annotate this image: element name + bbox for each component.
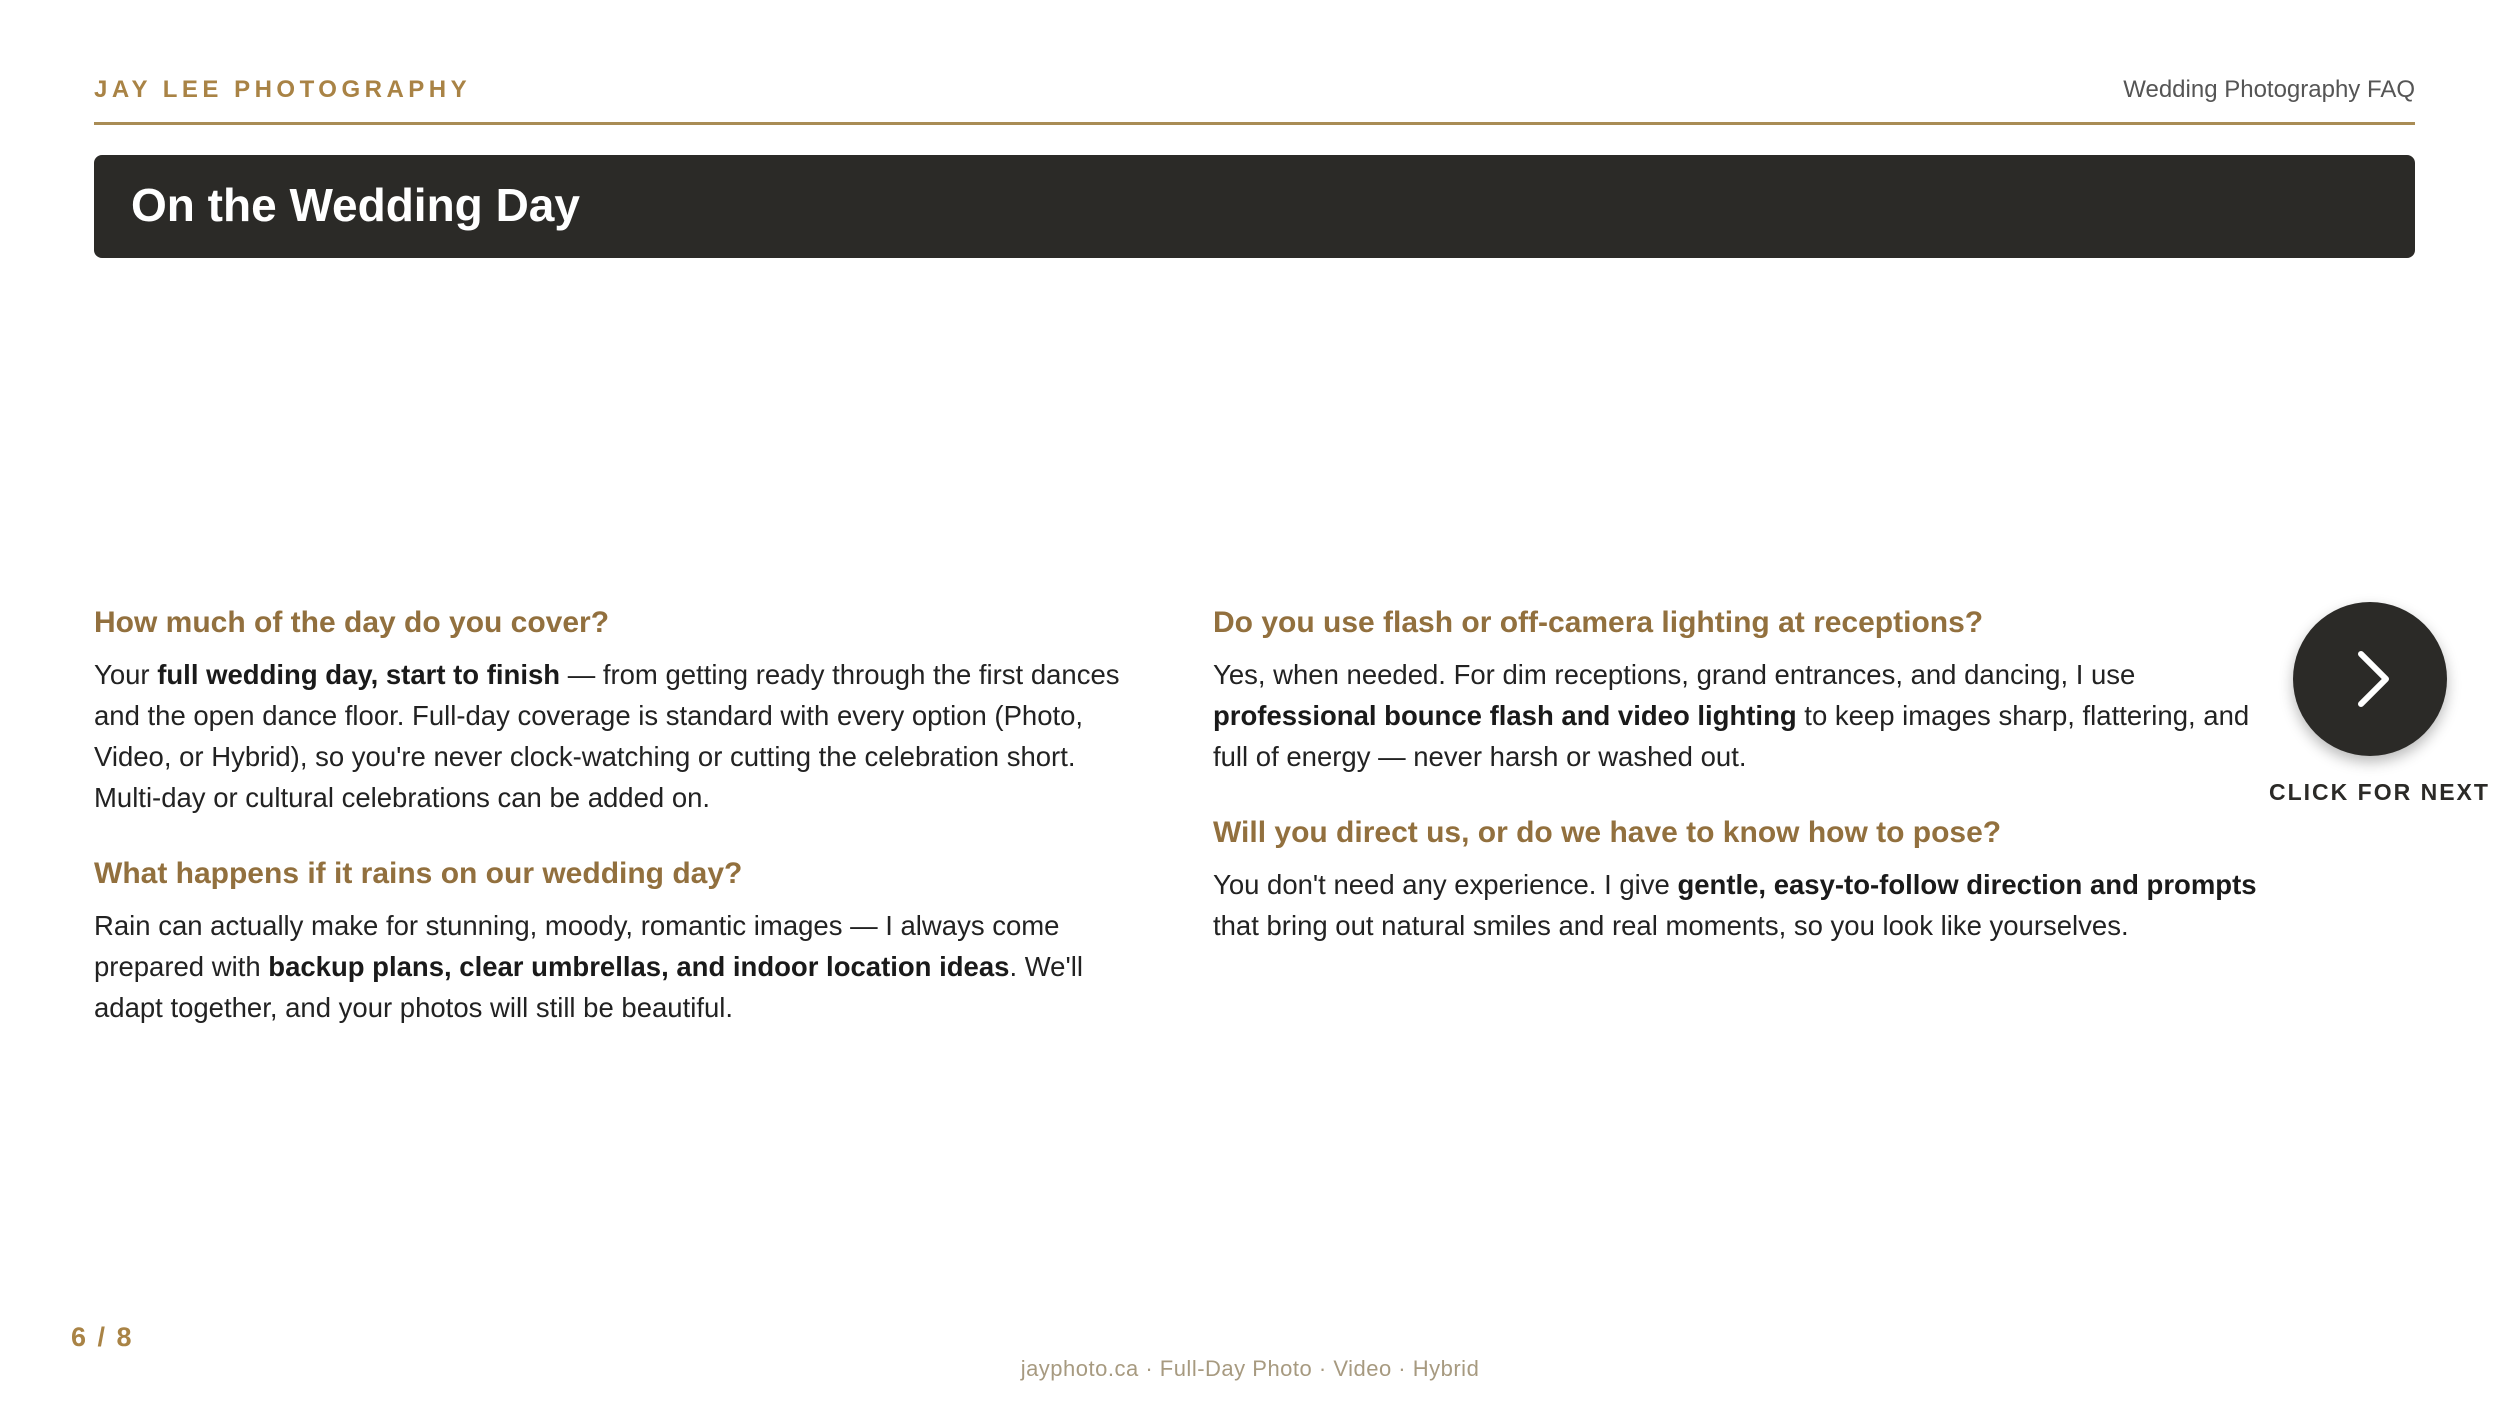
faq-column-left: [94, 605, 1134, 1066]
brand-name: JAY LEE PHOTOGRAPHY: [94, 76, 472, 103]
chevron-right-icon: [2293, 602, 2447, 756]
faq-answer-emphasis: gentle, easy-to-follow direction and prompts: [1677, 869, 2257, 900]
faq-answer-text: that bring out natural smiles and real moments, so you look like yourselves.: [1213, 910, 2129, 941]
faq-answer-emphasis: full wedding day, start to finish: [157, 659, 561, 690]
faq-answer-text: . We'll adapt together, and your photos will still be beautiful.: [94, 951, 1083, 1023]
faq-item: [94, 605, 1134, 818]
next-button-label[interactable]: CLICK FOR NEXT: [2269, 779, 2490, 805]
footer-text: jayphoto.ca · Full-Day Photo · Video · Hybrid: [1020, 1356, 1480, 1381]
faq-answer-text: Yes, when needed. For dim receptions, grand entrances, and dancing, I use: [1213, 659, 2136, 690]
faq-answer-text: to keep images sharp, flattering, and full of energy — never harsh or washed out.: [1213, 700, 2250, 772]
page-indicator: 6 / 8: [71, 1322, 134, 1352]
faq-item: [1213, 815, 2258, 946]
header-section-label: Wedding Photography FAQ: [2123, 76, 2415, 103]
faq-question: Do you use flash or off-camera lighting at receptions?: [1213, 606, 1984, 639]
faq-question: How much of the day do you cover?: [94, 606, 610, 639]
faq-answer-text: You don't need any experience. I give: [1213, 869, 1678, 900]
faq-answer-emphasis: professional bounce flash and video lighting: [1213, 700, 1797, 731]
faq-column-right: [1213, 605, 2258, 984]
faq-answer-emphasis: backup plans, clear umbrellas, and indoor location ideas: [268, 951, 1010, 982]
title-bar: [94, 155, 2415, 258]
faq-answer: [94, 905, 1134, 1028]
faq-question: What happens if it rains on our wedding day?: [94, 857, 743, 890]
page-header: [94, 70, 2415, 125]
next-button[interactable]: [2293, 602, 2447, 756]
faq-answer: [1213, 864, 2258, 946]
faq-item: [1213, 605, 2258, 777]
faq-item: [94, 856, 1134, 1028]
faq-answer-text: — from getting ready through the first dances and the open dance floor. Full-day coverage is standard with every option (Photo, Video, or Hybrid), so you're never clock-watching or cutting the celebration short. Multi-day or cultural celebrations can be added on.: [94, 659, 1120, 813]
faq-answer: [1213, 654, 2258, 777]
faq-answer-text: Rain can actually make for stunning, moody, romantic images — I always come prepared with: [94, 910, 1060, 982]
faq-answer: [94, 654, 1134, 818]
faq-question: Will you direct us, or do we have to know how to pose?: [1213, 816, 2002, 849]
faq-answer-text: Your: [94, 659, 158, 690]
page-title: On the Wedding Day: [131, 179, 580, 231]
